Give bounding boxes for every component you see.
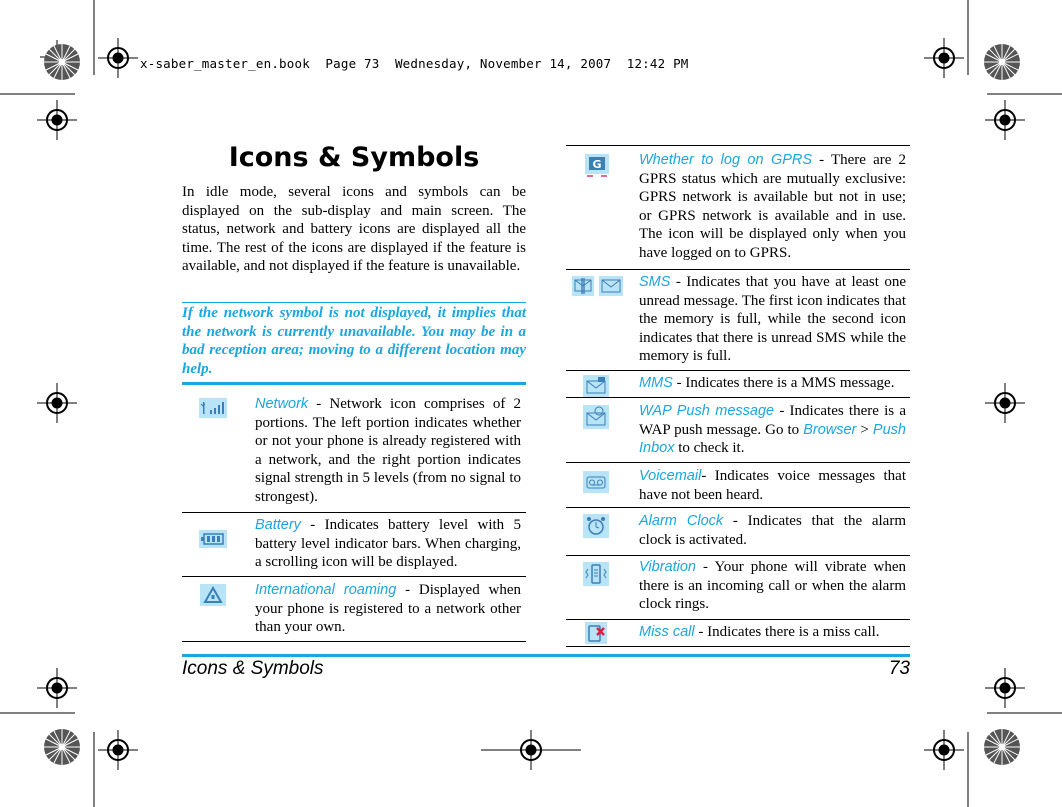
row-divider	[566, 555, 910, 556]
starburst-target-icon	[982, 727, 1022, 767]
term-miss-call: Miss call	[639, 624, 695, 640]
browser-link[interactable]: Browser	[803, 421, 857, 438]
registration-target-icon	[985, 100, 1025, 140]
list-item: SMS - Indicates that you have at least one unread message. The first icon indicates that the memory is full, while the second icon indicates that there is unread SMS while the memory is full.	[639, 274, 906, 365]
battery-icon	[199, 530, 227, 552]
list-item: Whether to log on GPRS - There are 2 GPRS status which are mutually exclusive: GPRS network is available but not in use; or GPRS network is available and in use. The icon will be displayed only when you have logged on to GPRS.	[639, 152, 906, 261]
alarm-clock-icon	[583, 514, 609, 542]
registration-target-icon	[98, 38, 138, 78]
registration-target-icon	[98, 730, 138, 770]
list-item: Network - Network icon comprises of 2 portions. The left portion indicates whether or not your phone is already registered with a network, and the right portion indicates signal strength in 5 levels (from no signal to strongest).	[255, 396, 521, 505]
note-callout: If the network symbol is not displayed, it implies that the network is currently unavailable. You may be in a bad reception area; moving to a different location may help.	[182, 305, 526, 377]
list-item: Alarm Clock - Indicates that the alarm clock is activated.	[639, 513, 906, 548]
registration-target-icon	[985, 668, 1025, 708]
term-gprs: Whether to log on GPRS	[639, 152, 813, 168]
wap-push-icon	[583, 405, 609, 433]
row-divider	[566, 462, 910, 463]
sms-icon	[572, 276, 624, 300]
note-bottom-rule	[182, 382, 526, 385]
list-item: International roaming - Displayed when your phone is registered to a network other than your own.	[255, 582, 521, 636]
row-divider	[566, 507, 910, 508]
row-divider	[566, 619, 910, 620]
row-divider	[566, 370, 910, 371]
svg-text:G: G	[592, 158, 602, 171]
list-item: Battery - Indicates battery level with 5 battery level indicator bars. When charging, a scrolling icon will be displayed.	[255, 517, 521, 571]
row-divider	[566, 269, 910, 270]
note-top-rule	[182, 302, 526, 303]
term-battery: Battery	[255, 517, 301, 533]
list-item: Miss call - Indicates there is a miss call.	[639, 624, 880, 640]
term-international-roaming: International roaming	[255, 582, 397, 598]
term-wap-push: WAP Push message	[639, 403, 775, 419]
starburst-target-icon	[42, 727, 82, 767]
registration-target-icon	[924, 38, 964, 78]
row-divider	[566, 145, 910, 146]
term-mms: MMS	[639, 375, 673, 391]
roaming-icon	[200, 584, 226, 610]
vibration-icon	[583, 562, 609, 590]
term-voicemail: Voicemail	[639, 468, 702, 484]
registration-target-icon	[924, 730, 964, 770]
list-item: MMS - Indicates there is a MMS message.	[639, 375, 895, 391]
signal-strength-icon	[199, 398, 227, 422]
gprs-icon	[585, 154, 609, 182]
term-sms: SMS	[639, 274, 671, 290]
list-item: Vibration - Your phone will vibrate when there is an incoming call or when the alarm clock rings.	[639, 559, 906, 613]
print-slug: x-saber_master_en.book Page 73 Wednesday, November 14, 2007 12:42 PM	[140, 56, 689, 71]
term-network: Network	[255, 396, 309, 412]
term-alarm-clock: Alarm Clock	[639, 513, 724, 529]
registration-target-icon	[37, 383, 77, 423]
push-inbox-link[interactable]: Push Inbox	[639, 421, 906, 457]
row-divider	[182, 512, 526, 513]
registration-target-icon	[37, 668, 77, 708]
list-item: Voicemail- Indicates voice messages that have not been heard.	[639, 468, 906, 503]
page-title: Icons & Symbols	[228, 142, 480, 173]
starburst-target-icon	[982, 42, 1022, 82]
footer-rule	[182, 654, 910, 657]
row-divider	[566, 646, 910, 647]
row-divider	[182, 576, 526, 577]
missed-call-icon	[585, 622, 607, 648]
term-vibration: Vibration	[639, 559, 696, 575]
registration-target-icon	[481, 730, 581, 770]
starburst-target-icon	[42, 42, 82, 82]
intro-paragraph: In idle mode, several icons and symbols can be displayed on the sub-display and main screen. The status, network and battery icons are displayed all the time. The rest of the icons are displayed if the feature is available, and not displayed if the feature is unavailable.	[182, 184, 526, 275]
list-item: WAP Push message - Indicates there is a WAP push message. Go to Browser > Push Inbox to check it.	[639, 403, 907, 457]
registration-target-icon	[37, 100, 77, 140]
voicemail-icon	[583, 471, 609, 497]
row-divider	[182, 641, 526, 642]
page-number: 73	[888, 658, 910, 679]
row-divider	[566, 397, 910, 398]
registration-target-icon	[985, 383, 1025, 423]
footer-section-title: Icons & Symbols	[182, 658, 324, 679]
